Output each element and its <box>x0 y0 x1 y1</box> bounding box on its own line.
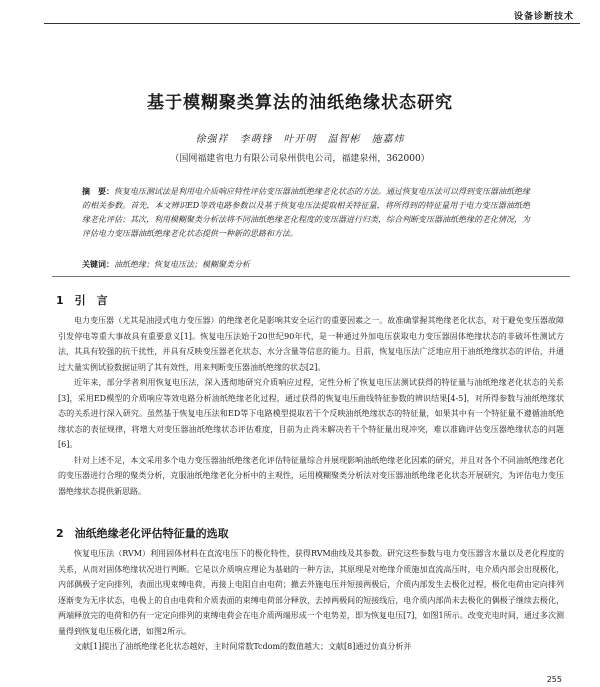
section-heading-feature-selection: 2 油纸绝缘老化评估特征量的选取 <box>56 527 229 540</box>
paragraph: 针对上述不足，本文采用多个电力变压器油纸绝缘老化评估特征量综合并展现影响油纸绝缘老化因素的研究，并且对各个不同油纸绝缘老化的变压器进行合理的聚类分析，克服油纸绝缘老化分析中的主观性，运用模糊聚类分析法对变压器油纸绝缘老化状态开展研究，为评估电力变压器绝缘状态提供新思路。 <box>58 455 564 496</box>
paragraph: 近年来，部分学者利用恢复电压法，深入透彻地研究介质响应过程，定性分析了恢复电压法测试获得的特征量与油纸绝缘老化状态的关系[3]，采用ED模型的介质响应等效电路分析油纸绝缘老化过程，通过获得的恢复电压曲线特征参数的辨识结果[4-5]，对所得参数与油纸绝缘状态的关系进行深入研究。虽然基于恢复电压法和ED等下电路模型提取若干个反映油纸绝缘状态的特征量，如果其中有一个特征量不遵循油纸绝缘状态的表征规律，将增大对变压器油纸绝缘状态评估难度，目前为止尚未解决若干个特征量出现冲突，难以准确评估变压器绝缘状态的问题[6]。 <box>58 378 564 449</box>
section-introduction-body <box>58 313 564 499</box>
abstract-divider <box>52 276 570 277</box>
keywords-label: 关键词： <box>82 259 114 269</box>
section-feature-selection-body <box>58 546 564 655</box>
abstract-label: 摘 要： <box>82 186 114 196</box>
keywords <box>82 257 530 272</box>
section-heading-introduction: 1 引 言 <box>56 294 108 307</box>
paragraph: 恢复电压法（RVM）利用固体材料在直流电压下的极化特性，获得RVM曲线及其参数。研究这些参数与电力变压器含水量以及老化程度的关系，从而对固体绝缘状况进行判断。它是以介质响应理论为基础的一种方法，其原理是对绝缘介质施加直流高压时，电介质内部会出现极化，内部偶极子定向排列，表面出现束缚电荷，再接上电阻自由电荷；撤去外施电压并短接两极后，介质内部发生去极化过程，极化电荷由定向排列逐渐变为无序状态，电极上的自由电荷和介质表面的束缚电荷部分释放，去掉两极间的短接线后，电介质内部尚未去极化的偶极子继续去极化，两端释放完的电荷和仍有一定定向排列的束缚电荷会在电介质两端形成一个电势差，即为恢复电压[7]，如图1所示。改变充电时间，通过多次测量得到恢复电压极化谱，如图2所示。 <box>58 549 564 636</box>
paragraph: 电力变压器（尤其是油浸式电力变压器）的绝缘老化是影响其安全运行的重要因素之一。故准确掌握其绝缘老化状态，对于避免变压器故障引发停电等重大事故具有重要意义[1]。恢复电压法始于20世纪90年代，是一种通过外加电压获取电力变压器固体绝缘状态的非破坏性测试方法，其具有较强的抗干扰性，并具有反映变压器老化状态、水分含量等信息的能力。目前，恢复电压法广泛地应用于油纸绝缘状态的评估，并通过大量实例试验数据证明了其有效性，用来判断变压器油纸绝缘的状态[2]。 <box>58 316 564 372</box>
abstract <box>82 184 530 241</box>
paper-title: 基于模糊聚类算法的油纸绝缘状态研究 <box>147 93 453 113</box>
paragraph: 文献[1]提出了油纸绝缘老化状态越好，主时间常数Tcdom的数值越大；文献[8]通过仿真分析并 <box>74 642 412 651</box>
keywords-text: 油纸绝缘；恢复电压法；模糊聚类分析 <box>114 260 250 269</box>
page-number: 255 <box>546 675 562 684</box>
journal-section-label: 设备诊断技术 <box>513 12 574 22</box>
paper-authors: 徐强祥 李萌锋 叶开明 温智彬 施嘉炜 <box>195 134 405 145</box>
header-divider <box>44 23 580 24</box>
abstract-text: 恢复电压测试法是利用电介质响应特性评估变压器油纸绝缘老化状态的方法。通过恢复电压法可以得到变压器油纸绝缘的相关参数。首先，本文辨识ED等效电路参数以及基于恢复电压法提取相关特征量，将所得到的特征量用于电力变压器油纸绝缘老化评估；其次，利用模糊聚类分析法将不同油纸绝缘老化程度的变压器进行归类，综合判断变压器油纸绝缘的老化情况，为评估电力变压器油纸绝缘老化状态提供一种新的思路和方法。 <box>82 187 530 238</box>
paper-affiliation: （国网福建省电力有限公司泉州供电公司，福建泉州，362000） <box>170 154 430 164</box>
